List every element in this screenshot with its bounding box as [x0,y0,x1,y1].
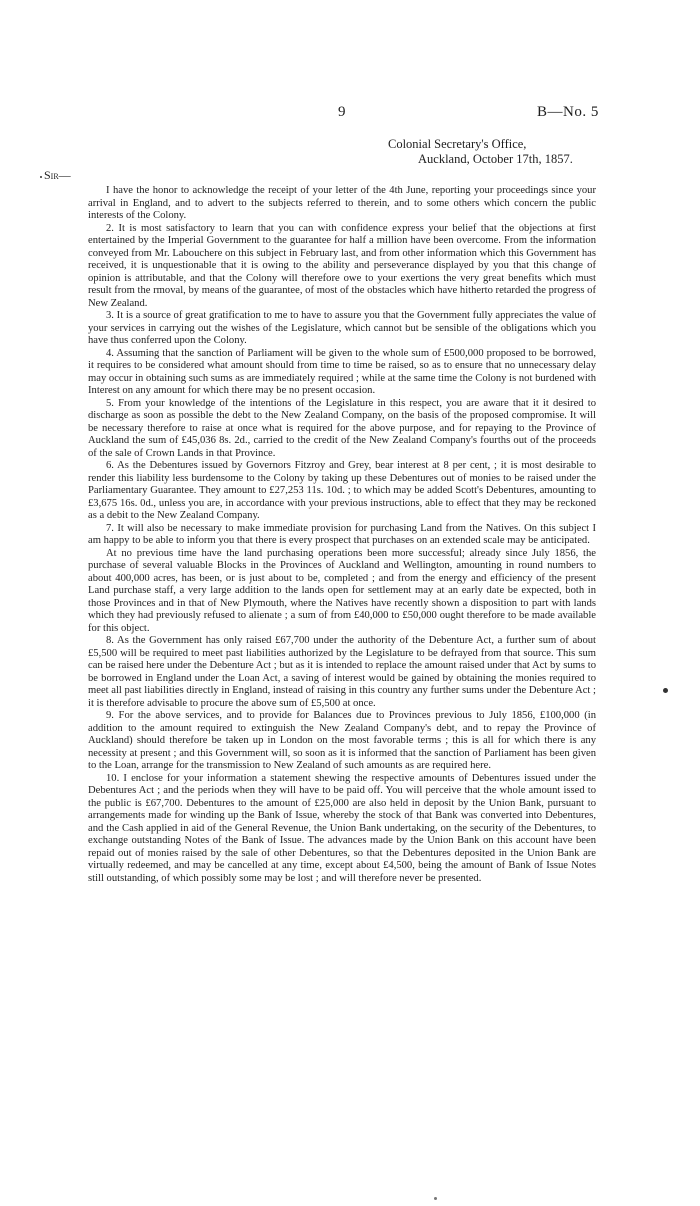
paragraph-2: 2. It is most satisfactory to learn that you can with confidence express your belief that the objections at first entertained by the Imperial Government to the guarantee for half a million have been overcome. From the information conveyed from Mr. Labouchere on this subject in February last, and from other information which this Government has received, it is unquestionable that it is owing to the ability and perseverance displayed by you that this change of opinion is attributable, and that the Colony will therefore owe to your exertions the very great benefits which must result from the rmoval, by means of the guarantee, of most of the obstacles which have hitherto retarded the progress of New Zealand. [88,222,596,309]
address-line-2: Auckland, October 17th, 1857. [418,152,573,166]
paragraph-10: 10. I enclose for your information a statement shewing the respective amounts of Debentures issued under the Debentures Act ; and the periods when they will have to be paid off. You will perceive that the whole amount issed to the public is £67,700. Debentures to the amount of £25,000 are also held in deposit by the Union Bank, pursuant to arrangements made for winding up the Bank of Issue, whereby the stock of that Bank was converted into Debentures, and the Cash applied in aid of the General Revenue, the Union Bank undertaking, on the security of the Debentures, to exchange outstanding Notes of the Bank of Issue. The advances made by the Union Bank on this account have been repaid out of monies raised by the sale of other Debentures, so that the Debentures deposited in the Union Bank are virtually redeemed, and may be cancelled at any time, except about £4,500, being the amount of Bank of Issue Notes still outstanding, of which possibly some may be lost ; and will therefore never be presented. [88,772,596,884]
address-line-1: Colonial Secretary's Office, [388,137,527,151]
paragraph-7-continued: At no previous time have the land purchasing operations been more successful; already since July 1856, the purchase of several valuable Blocks in the Provinces of Auckland and Wellington, amounting in round numbers to about 400,000 acres, has been, or is just about to be, completed ; and from the energy and efficiency of the present Land purchase staff, a very large addition to the lands open for settlement may at an early date be expected, both in those Provinces and in that of New Plymouth, where the Natives have recently shown a disposition to part with lands which they had previously refused to alienate ; a sum of from £40,000 to £50,000 ought therefore to be made available for this object. [88,547,596,634]
margin-speck-right [663,688,668,693]
paragraph-4: 4. Assuming that the sanction of Parliament will be given to the whole sum of £500,000 proposed to be borrowed, it requires to be considered what amount should from time to time be raised, so as to ensure that no unnecessary delay may occur in obtaining such sums as are immediately required ; while at the same time the Colony is not burdened with Interest on any amount for which there may be no present occasion. [88,347,596,396]
page-number: 9 [338,104,346,120]
margin-speck-left [40,176,42,178]
margin-speck-bottom [434,1197,437,1200]
document-reference: B—No. 5 [537,104,599,120]
sender-address [388,137,573,167]
paragraph-3: 3. It is a source of great gratification to me to have to assure you that the Government fully appreciates the value of your services in carrying out the wishes of the Legislature, which cannot but be sensible of the obligations which you have thus conferred upon the Colony. [88,310,596,346]
paragraph-7: 7. It will also be necessary to make immediate provision for purchasing Land from the Natives. On this subject I am happy to be able to inform you that there is every prospect that purchases on an extended scale may be anticipated. [88,522,596,546]
paragraph-5: 5. From your knowledge of the intentions of the Legislature in this respect, you are aware that it it desired to discharge as soon as possible the debt to the New Zealand Company, on the basis of the proposed compromise. It will be necessary therefore to raise at once what is required for the above purpose, and for repaying to the Province of Auckland the sum of £45,036 8s. 2d., carried to the credit of the New Zealand Company's fourths out of the proceeds of the sale of Crown Lands in that Province. [88,397,596,459]
salutation: Sir— [44,168,71,182]
paragraph-8: 8. As the Government has only raised £67,700 under the authority of the Debenture Act, a further sum of about £5,500 will be required to meet past liabilities authorized by the Legislature to be defrayed from that source. This sum can be raised here under the Debenture Act ; but as it is intended to replace the amount raised under that Act by sums to be borrowed in England under the Loan Act, a saving of interest would be gained by obtaining the monies required to meet all past liabilities directly in England, instead of raising in this country any further sums under the Debenture Act ; it is therefore advisable to procure the above sum of £5,500 at once. [88,635,596,709]
paragraph-6: 6. As the Debentures issued by Governors Fitzroy and Grey, bear interest at 8 per cent, ; it is most desirable to render this liability less burdensome to the Colony by taking up these Debentures out of monies to be raised under the Parliamentary Guarantee. They amount to £27,253 11s. 10d. ; to which may be added Scott's Debentures, amounting to £3,675 16s. 0d., unless you are, in accordance with your previous instructions, able to effect that they may be reckoned as a debit to the New Zealand Company. [88,460,596,521]
letter-body [88,185,596,885]
paragraph-9: 9. For the above services, and to provide for Balances due to Provinces previous to July 1856, £100,000 (in addition to the amount required to extinguish the New Zealand Company's debt, and to repay the Province of Auckland) should therefore be taken up in London on the most favorable terms ; this is all for which there is any necessity at present ; and this Government will, so soon as it is informed that the sanction of Parliament has been given to the Loan, arrange for the transmission to New Zealand of such amounts as are required here. [88,710,596,771]
paragraph-1: I have the honor to acknowledge the receipt of your letter of the 4th June, reporting your proceedings since your arrival in England, and to advert to the subjects referred to therein, and to some others which concern the public interests of the Colony. [88,185,596,221]
